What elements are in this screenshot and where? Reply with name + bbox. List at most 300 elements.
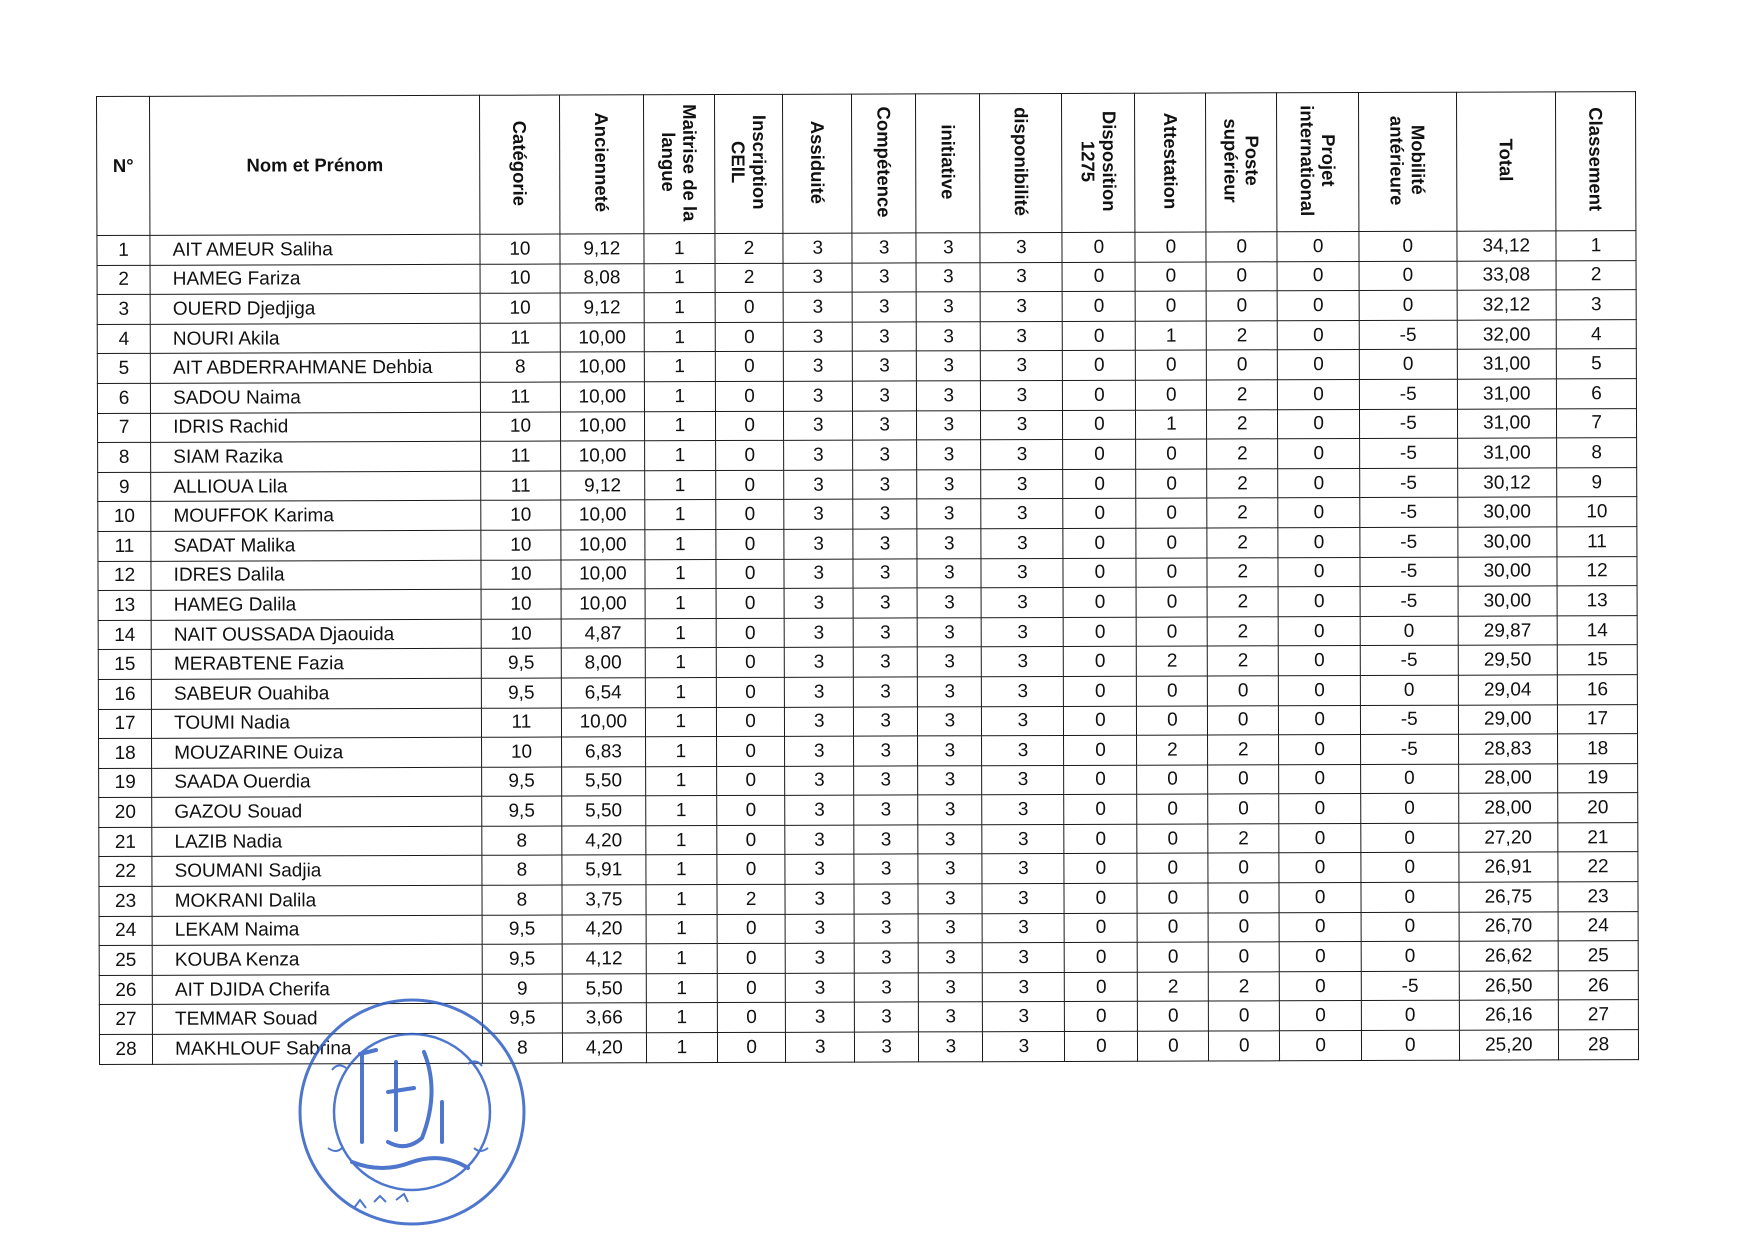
cell-initiative: 3 <box>916 322 980 352</box>
cell-inscription-ceil: 0 <box>716 648 785 678</box>
cell-competence: 3 <box>852 263 916 293</box>
cell-classement: 15 <box>1557 645 1637 675</box>
cell-attestation: 1 <box>1136 321 1207 351</box>
cell-anciennete: 10,00 <box>561 500 645 530</box>
cell-projet-international: 0 <box>1279 764 1361 794</box>
header-total: Total <box>1456 92 1556 231</box>
cell-number: 26 <box>99 975 152 1005</box>
cell-disponibilite: 3 <box>981 469 1063 499</box>
cell-maitrise-langue: 1 <box>645 529 716 559</box>
table-body <box>97 231 1639 1064</box>
cell-disposition-1275: 0 <box>1064 854 1137 884</box>
cell-categorie: 10 <box>480 234 560 264</box>
cell-classement: 19 <box>1558 763 1638 793</box>
cell-anciennete: 10,00 <box>561 559 645 589</box>
cell-disponibilite: 3 <box>982 765 1064 795</box>
header-attestation: Attestation <box>1135 93 1206 232</box>
cell-disposition-1275: 0 <box>1063 439 1136 469</box>
cell-mobilite-anterieure: -5 <box>1359 379 1457 409</box>
cell-mobilite-anterieure: -5 <box>1361 971 1459 1001</box>
cell-classement: 21 <box>1558 823 1638 853</box>
cell-anciennete: 4,20 <box>562 1033 646 1063</box>
cell-attestation: 2 <box>1138 972 1209 1002</box>
cell-maitrise-langue: 1 <box>644 263 715 293</box>
cell-total: 28,83 <box>1458 734 1558 764</box>
cell-attestation: 0 <box>1136 528 1207 558</box>
cell-projet-international: 0 <box>1278 439 1360 469</box>
cell-anciennete: 10,00 <box>561 530 645 560</box>
cell-anciennete: 8,08 <box>560 263 644 293</box>
cell-name: MOUZARINE Ouiza <box>152 737 482 768</box>
cell-mobilite-anterieure: 0 <box>1361 1001 1459 1031</box>
cell-competence: 3 <box>853 470 917 500</box>
cell-anciennete: 10,00 <box>560 441 644 471</box>
cell-name: KOUBA Kenza <box>152 945 482 976</box>
cell-projet-international: 0 <box>1277 291 1359 321</box>
cell-initiative: 3 <box>918 736 982 766</box>
cell-attestation: 0 <box>1136 439 1207 469</box>
cell-name: SADOU Naima <box>151 382 481 413</box>
cell-poste-superieur: 0 <box>1208 942 1279 972</box>
cell-mobilite-anterieure: 0 <box>1359 290 1457 320</box>
header-name: Nom et Prénom <box>150 95 480 235</box>
cell-maitrise-langue: 1 <box>645 648 716 678</box>
cell-initiative: 3 <box>917 469 981 499</box>
cell-number: 2 <box>97 265 150 295</box>
cell-total: 27,20 <box>1458 823 1558 853</box>
cell-mobilite-anterieure: -5 <box>1360 468 1458 498</box>
table-row <box>97 349 1636 383</box>
cell-initiative: 3 <box>918 943 982 973</box>
cell-attestation: 0 <box>1138 1001 1209 1031</box>
table-row <box>99 734 1638 768</box>
cell-attestation: 0 <box>1137 824 1208 854</box>
table-row <box>98 438 1637 472</box>
cell-assiduite: 3 <box>785 647 854 677</box>
cell-categorie: 9,5 <box>482 1003 562 1033</box>
cell-inscription-ceil: 0 <box>717 1032 786 1062</box>
cell-categorie: 10 <box>481 619 561 649</box>
cell-total: 25,20 <box>1459 1030 1559 1060</box>
cell-initiative: 3 <box>917 529 981 559</box>
cell-projet-international: 0 <box>1278 380 1360 410</box>
cell-inscription-ceil: 0 <box>716 677 785 707</box>
cell-assiduite: 3 <box>784 292 853 322</box>
cell-disposition-1275: 0 <box>1063 410 1136 440</box>
cell-assiduite: 3 <box>785 855 854 885</box>
cell-poste-superieur: 2 <box>1209 972 1280 1002</box>
cell-mobilite-anterieure: -5 <box>1361 705 1459 735</box>
cell-projet-international: 0 <box>1278 587 1360 617</box>
cell-attestation: 2 <box>1137 735 1208 765</box>
cell-categorie: 9,5 <box>481 648 561 678</box>
cell-number: 11 <box>98 531 151 561</box>
cell-anciennete: 9,12 <box>560 234 644 264</box>
cell-number: 15 <box>98 650 151 680</box>
cell-projet-international: 0 <box>1279 853 1361 883</box>
cell-competence: 3 <box>852 233 916 263</box>
cell-disposition-1275: 0 <box>1065 942 1138 972</box>
cell-inscription-ceil: 0 <box>717 825 786 855</box>
cell-name: MOUFFOK Karima <box>151 501 481 532</box>
cell-anciennete: 6,54 <box>561 678 645 708</box>
cell-categorie: 9 <box>482 974 562 1004</box>
cell-projet-international: 0 <box>1277 232 1359 262</box>
cell-disponibilite: 3 <box>981 558 1063 588</box>
cell-number: 16 <box>98 679 151 709</box>
cell-projet-international: 0 <box>1278 616 1360 646</box>
cell-total: 26,91 <box>1458 852 1558 882</box>
cell-anciennete: 5,50 <box>561 796 645 826</box>
cell-categorie: 11 <box>480 323 560 353</box>
cell-competence: 3 <box>852 351 916 381</box>
cell-total: 29,87 <box>1458 616 1558 646</box>
cell-inscription-ceil: 0 <box>716 500 785 530</box>
cell-competence: 3 <box>852 292 916 322</box>
cell-maitrise-langue: 1 <box>646 855 717 885</box>
cell-inscription-ceil: 0 <box>716 736 785 766</box>
cell-projet-international: 0 <box>1278 409 1360 439</box>
cell-total: 30,00 <box>1457 556 1557 586</box>
header-categorie: Catégorie <box>480 95 560 234</box>
cell-projet-international: 0 <box>1279 971 1361 1001</box>
cell-maitrise-langue: 1 <box>645 559 716 589</box>
cell-categorie: 11 <box>480 382 560 412</box>
cell-classement: 5 <box>1556 349 1636 379</box>
cell-competence: 3 <box>853 440 917 470</box>
cell-initiative: 3 <box>918 677 982 707</box>
cell-projet-international: 0 <box>1279 912 1361 942</box>
cell-classement: 16 <box>1557 675 1637 705</box>
header-inscription-ceil: Inscription CEIL <box>714 94 783 233</box>
cell-name: LAZIB Nadia <box>152 826 482 857</box>
cell-competence: 3 <box>853 677 917 707</box>
cell-disposition-1275: 0 <box>1064 883 1137 913</box>
cell-maitrise-langue: 1 <box>645 677 716 707</box>
cell-anciennete: 5,50 <box>562 974 646 1004</box>
cell-name: SADAT Malika <box>151 530 481 561</box>
cell-classement: 8 <box>1557 438 1637 468</box>
cell-initiative: 3 <box>918 795 982 825</box>
cell-mobilite-anterieure: -5 <box>1360 498 1458 528</box>
cell-poste-superieur: 2 <box>1208 646 1279 676</box>
cell-attestation: 0 <box>1136 558 1207 588</box>
cell-inscription-ceil: 0 <box>716 766 785 796</box>
cell-anciennete: 10,00 <box>560 411 644 441</box>
cell-competence: 3 <box>852 381 916 411</box>
cell-poste-superieur: 2 <box>1207 557 1278 587</box>
cell-poste-superieur: 0 <box>1206 232 1277 262</box>
cell-initiative: 3 <box>916 262 980 292</box>
ranking-table <box>96 91 1639 1064</box>
cell-mobilite-anterieure: 0 <box>1359 231 1457 261</box>
cell-poste-superieur: 0 <box>1206 291 1277 321</box>
cell-anciennete: 9,12 <box>560 471 644 501</box>
cell-name: NOURI Akila <box>150 323 480 354</box>
cell-anciennete: 5,91 <box>562 855 646 885</box>
cell-competence: 3 <box>854 795 918 825</box>
cell-mobilite-anterieure: 0 <box>1361 941 1459 971</box>
cell-competence: 3 <box>854 1002 918 1032</box>
cell-classement: 22 <box>1558 852 1638 882</box>
cell-disponibilite: 3 <box>981 499 1063 529</box>
table-row <box>99 763 1638 797</box>
cell-competence: 3 <box>852 322 916 352</box>
cell-name: AIT ABDERRAHMANE Dehbia <box>150 353 480 384</box>
document-page <box>96 91 1639 1064</box>
cell-poste-superieur: 2 <box>1207 409 1278 439</box>
cell-attestation: 0 <box>1137 794 1208 824</box>
cell-poste-superieur: 2 <box>1207 498 1278 528</box>
cell-attestation: 0 <box>1136 498 1207 528</box>
cell-poste-superieur: 0 <box>1208 883 1279 913</box>
cell-mobilite-anterieure: 0 <box>1360 675 1458 705</box>
cell-disponibilite: 3 <box>983 972 1065 1002</box>
header-anciennete: Ancienneté <box>559 95 644 234</box>
cell-anciennete: 3,75 <box>562 885 646 915</box>
university-seal-stamp-icon <box>292 992 532 1232</box>
cell-categorie: 10 <box>481 530 561 560</box>
cell-disponibilite: 3 <box>983 943 1065 973</box>
cell-disposition-1275: 0 <box>1063 380 1136 410</box>
cell-inscription-ceil: 0 <box>715 352 784 382</box>
cell-name: MAKHLOUF Sabrina <box>153 1033 483 1064</box>
cell-categorie: 8 <box>482 856 562 886</box>
cell-projet-international: 0 <box>1278 527 1360 557</box>
table-row <box>98 527 1637 561</box>
cell-mobilite-anterieure: -5 <box>1360 646 1458 676</box>
cell-classement: 1 <box>1556 231 1636 261</box>
cell-competence: 3 <box>853 647 917 677</box>
cell-maitrise-langue: 1 <box>645 441 716 471</box>
cell-anciennete: 6,83 <box>561 737 645 767</box>
cell-total: 30,00 <box>1457 527 1557 557</box>
cell-name: HAMEG Fariza <box>150 264 480 295</box>
cell-maitrise-langue: 1 <box>646 1033 717 1063</box>
cell-mobilite-anterieure: 0 <box>1361 794 1459 824</box>
cell-classement: 28 <box>1559 1030 1639 1060</box>
cell-attestation: 0 <box>1137 617 1208 647</box>
cell-mobilite-anterieure: -5 <box>1360 409 1458 439</box>
cell-classement: 14 <box>1557 615 1637 645</box>
cell-total: 31,00 <box>1457 408 1557 438</box>
cell-name: MOKRANI Dalila <box>152 885 482 916</box>
cell-inscription-ceil: 2 <box>715 233 784 263</box>
cell-number: 14 <box>98 620 151 650</box>
cell-assiduite: 3 <box>784 440 853 470</box>
cell-anciennete: 5,50 <box>561 766 645 796</box>
cell-number: 23 <box>99 886 152 916</box>
cell-categorie: 10 <box>481 500 561 530</box>
cell-total: 26,16 <box>1459 1000 1559 1030</box>
cell-categorie: 10 <box>482 737 562 767</box>
cell-maitrise-langue: 1 <box>646 796 717 826</box>
cell-inscription-ceil: 0 <box>715 411 784 441</box>
cell-number: 17 <box>98 709 151 739</box>
cell-projet-international: 0 <box>1280 1031 1362 1061</box>
cell-anciennete: 9,12 <box>560 293 644 323</box>
cell-categorie: 10 <box>481 589 561 619</box>
table-row <box>99 882 1638 916</box>
cell-total: 29,00 <box>1458 704 1558 734</box>
cell-categorie: 11 <box>481 441 561 471</box>
cell-disponibilite: 3 <box>981 410 1063 440</box>
cell-competence: 3 <box>853 410 917 440</box>
cell-inscription-ceil: 0 <box>715 293 784 323</box>
cell-attestation: 0 <box>1136 350 1207 380</box>
cell-number: 28 <box>99 1034 152 1064</box>
cell-projet-international: 0 <box>1279 735 1361 765</box>
cell-assiduite: 3 <box>786 1032 855 1062</box>
cell-attestation: 0 <box>1137 883 1208 913</box>
cell-disposition-1275: 0 <box>1064 824 1137 854</box>
cell-disponibilite: 3 <box>982 824 1064 854</box>
cell-inscription-ceil: 0 <box>716 796 785 826</box>
cell-categorie: 11 <box>481 471 561 501</box>
cell-competence: 3 <box>854 854 918 884</box>
cell-initiative: 3 <box>918 913 982 943</box>
cell-inscription-ceil: 0 <box>716 707 785 737</box>
table-row <box>98 467 1637 501</box>
cell-attestation: 0 <box>1137 853 1208 883</box>
cell-maitrise-langue: 1 <box>646 973 717 1003</box>
cell-disponibilite: 3 <box>982 676 1064 706</box>
cell-disponibilite: 3 <box>982 706 1064 736</box>
cell-maitrise-langue: 1 <box>645 589 716 619</box>
cell-anciennete: 10,00 <box>561 707 645 737</box>
cell-number: 8 <box>98 442 151 472</box>
cell-classement: 26 <box>1558 971 1638 1001</box>
cell-initiative: 3 <box>917 351 981 381</box>
cell-initiative: 3 <box>918 854 982 884</box>
table-row <box>98 586 1637 620</box>
cell-disposition-1275: 0 <box>1065 1002 1138 1032</box>
cell-disponibilite: 3 <box>982 795 1064 825</box>
table-row <box>99 823 1638 857</box>
cell-attestation: 0 <box>1138 913 1209 943</box>
cell-classement: 9 <box>1557 467 1637 497</box>
cell-disponibilite: 3 <box>980 232 1062 262</box>
cell-number: 24 <box>99 916 152 946</box>
cell-classement: 6 <box>1557 379 1637 409</box>
cell-disponibilite: 3 <box>983 913 1065 943</box>
cell-total: 26,70 <box>1459 912 1559 942</box>
cell-projet-international: 0 <box>1277 350 1359 380</box>
cell-name: LEKAM Naima <box>152 915 482 946</box>
cell-disposition-1275: 0 <box>1063 351 1136 381</box>
cell-anciennete: 4,12 <box>562 944 646 974</box>
cell-initiative: 3 <box>916 292 980 322</box>
cell-projet-international: 0 <box>1278 498 1360 528</box>
cell-poste-superieur: 0 <box>1208 912 1279 942</box>
header-initiative: initiative <box>916 94 981 233</box>
cell-poste-superieur: 2 <box>1207 321 1278 351</box>
cell-inscription-ceil: 0 <box>715 322 784 352</box>
cell-competence: 3 <box>853 558 917 588</box>
cell-name: NAIT OUSSADA Djaouida <box>151 619 481 650</box>
cell-competence: 3 <box>853 618 917 648</box>
header-assiduite: Assiduité <box>783 94 852 233</box>
cell-attestation: 0 <box>1137 587 1208 617</box>
cell-maitrise-langue: 1 <box>645 500 716 530</box>
cell-classement: 13 <box>1557 586 1637 616</box>
cell-projet-international: 0 <box>1280 1001 1362 1031</box>
cell-disposition-1275: 0 <box>1064 765 1137 795</box>
cell-mobilite-anterieure: 0 <box>1361 764 1459 794</box>
cell-number: 19 <box>99 768 152 798</box>
cell-classement: 27 <box>1559 1000 1639 1030</box>
cell-poste-superieur: 2 <box>1208 735 1279 765</box>
cell-inscription-ceil: 0 <box>716 618 785 648</box>
cell-name: SABEUR Ouahiba <box>151 678 481 709</box>
cell-anciennete: 8,00 <box>561 648 645 678</box>
table-row <box>97 260 1636 294</box>
cell-maitrise-langue: 1 <box>644 322 715 352</box>
cell-inscription-ceil: 0 <box>717 1003 786 1033</box>
cell-maitrise-langue: 1 <box>646 944 717 974</box>
cell-initiative: 3 <box>917 440 981 470</box>
cell-categorie: 10 <box>481 560 561 590</box>
cell-disponibilite: 3 <box>982 736 1064 766</box>
cell-assiduite: 3 <box>784 411 853 441</box>
cell-poste-superieur: 2 <box>1208 824 1279 854</box>
cell-competence: 3 <box>853 499 917 529</box>
cell-initiative: 3 <box>919 1002 983 1032</box>
cell-competence: 3 <box>854 736 918 766</box>
cell-name: SOUMANI Sadjia <box>152 856 482 887</box>
cell-disponibilite: 3 <box>982 588 1064 618</box>
cell-disposition-1275: 0 <box>1064 676 1137 706</box>
cell-inscription-ceil: 0 <box>717 855 786 885</box>
cell-initiative: 3 <box>918 884 982 914</box>
cell-disponibilite: 3 <box>981 440 1063 470</box>
cell-assiduite: 3 <box>785 766 854 796</box>
cell-number: 13 <box>98 590 151 620</box>
cell-number: 10 <box>98 502 151 532</box>
cell-disponibilite: 3 <box>981 321 1063 351</box>
cell-disponibilite: 3 <box>982 854 1064 884</box>
cell-disponibilite: 3 <box>983 1031 1065 1061</box>
cell-name: GAZOU Souad <box>152 797 482 828</box>
cell-competence: 3 <box>854 766 918 796</box>
cell-number: 3 <box>97 295 150 325</box>
cell-name: TEMMAR Souad <box>152 1004 482 1035</box>
cell-mobilite-anterieure: -5 <box>1360 438 1458 468</box>
cell-classement: 2 <box>1556 260 1636 290</box>
cell-anciennete: 4,20 <box>562 914 646 944</box>
cell-maitrise-langue: 1 <box>644 352 715 382</box>
cell-assiduite: 3 <box>785 795 854 825</box>
cell-total: 31,00 <box>1457 379 1557 409</box>
cell-categorie: 9,5 <box>482 767 562 797</box>
cell-disposition-1275: 0 <box>1064 647 1137 677</box>
cell-projet-international: 0 <box>1279 823 1361 853</box>
cell-name: AIT DJIDA Cherifa <box>152 974 482 1005</box>
cell-mobilite-anterieure: -5 <box>1359 320 1457 350</box>
cell-categorie: 8 <box>480 352 560 382</box>
cell-disposition-1275: 0 <box>1064 795 1137 825</box>
cell-total: 31,00 <box>1457 349 1557 379</box>
table-row <box>98 615 1637 649</box>
cell-attestation: 1 <box>1136 410 1207 440</box>
cell-assiduite: 3 <box>786 973 855 1003</box>
cell-inscription-ceil: 0 <box>716 588 785 618</box>
cell-disposition-1275: 0 <box>1062 262 1135 292</box>
cell-competence: 3 <box>854 825 918 855</box>
header-row <box>97 92 1636 236</box>
cell-categorie: 10 <box>481 412 561 442</box>
cell-projet-international: 0 <box>1279 794 1361 824</box>
